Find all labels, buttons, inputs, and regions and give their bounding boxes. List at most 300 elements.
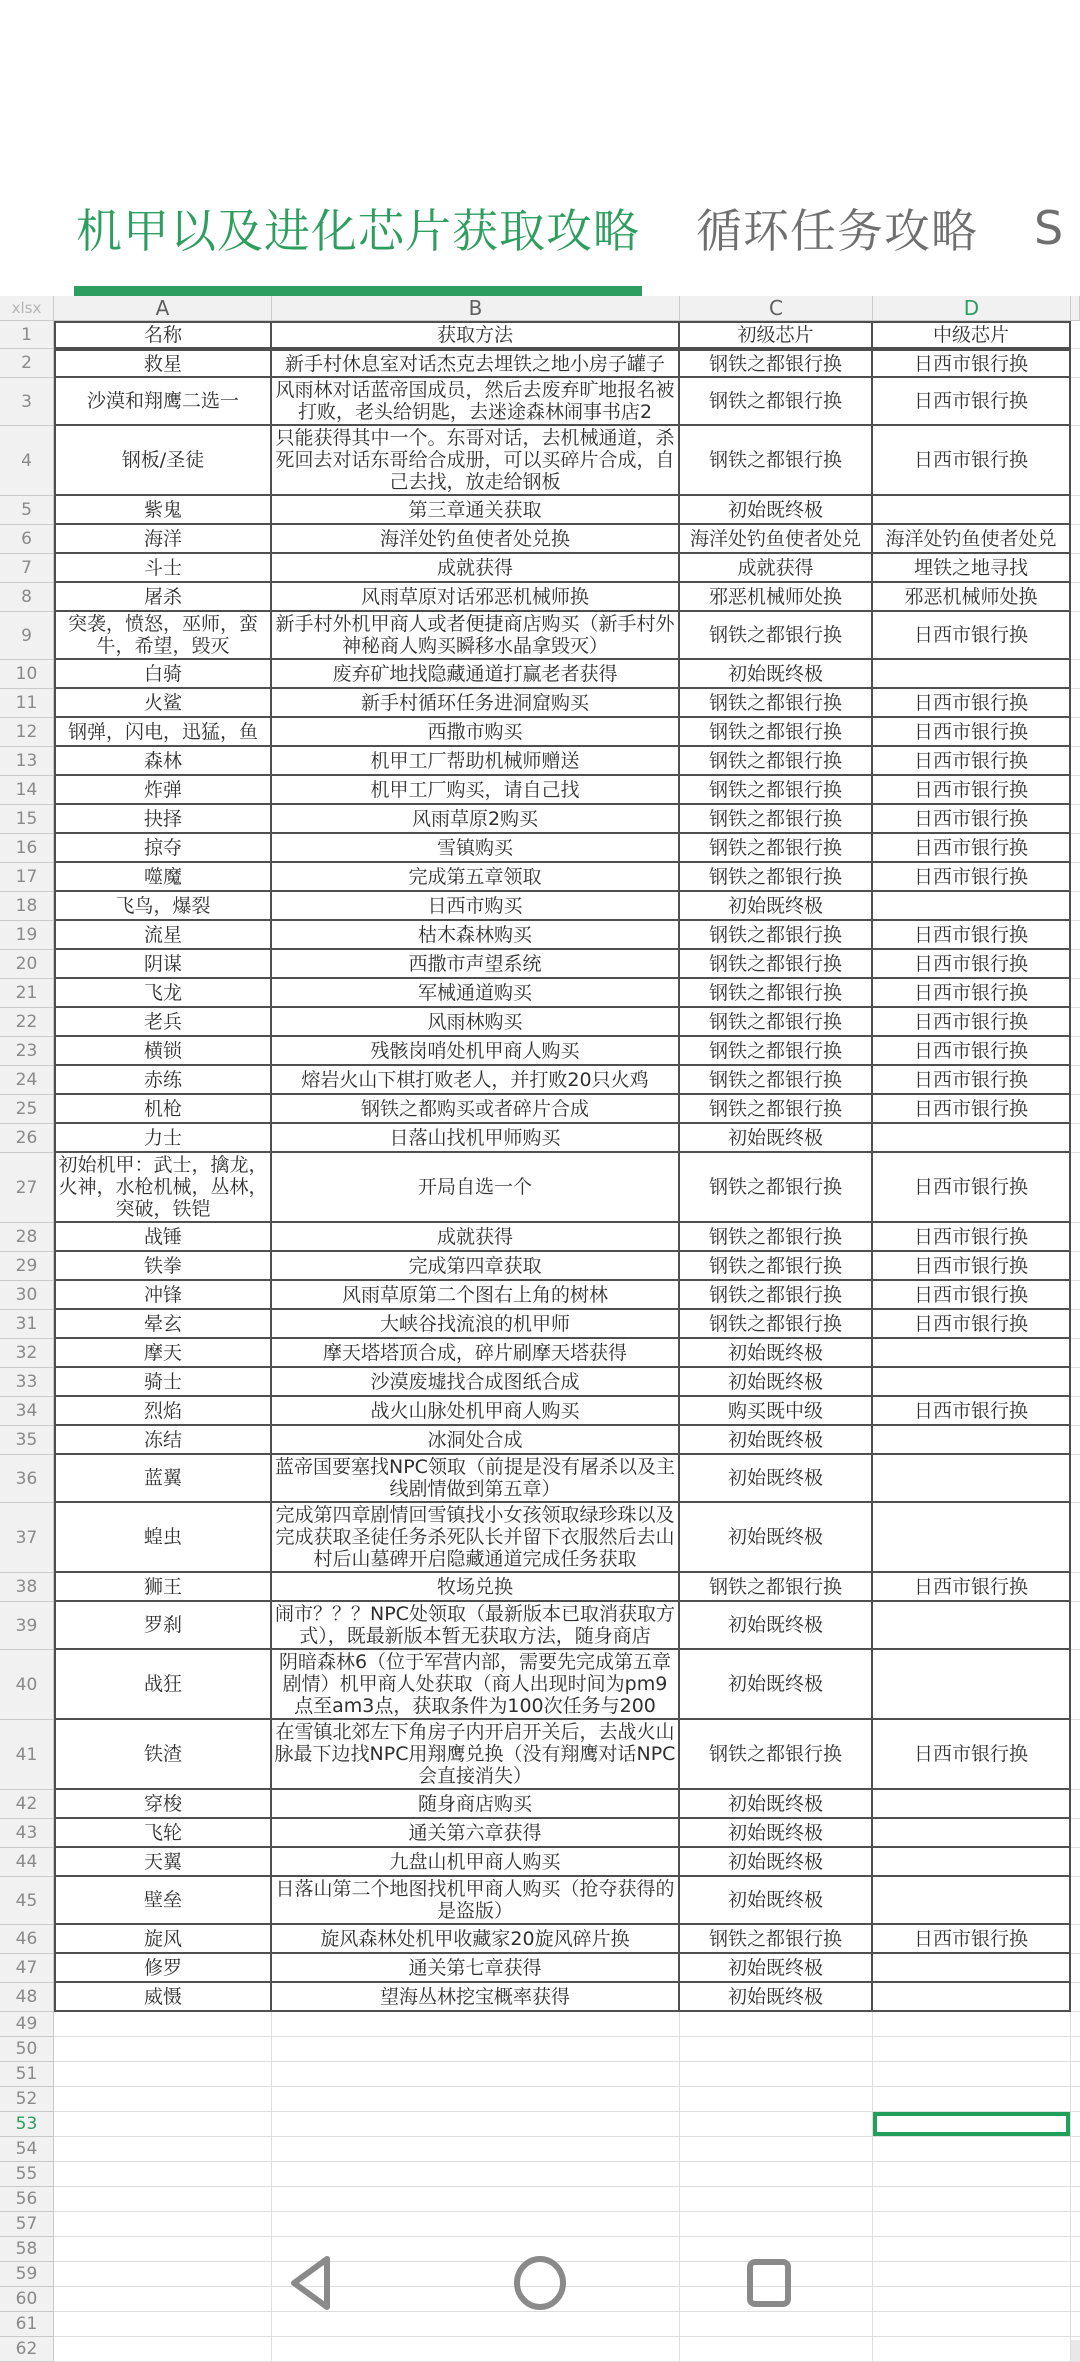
cell-name[interactable]: 威慑 <box>54 1983 272 2012</box>
cell-method[interactable]: 熔岩火山下棋打败老人，并打败20只火鸡 <box>272 1066 680 1095</box>
row-number[interactable]: 25 <box>0 1095 54 1124</box>
cell-method[interactable]: 残骸岗哨处机甲商人购买 <box>272 1037 680 1066</box>
cell-method[interactable]: 通关第七章获得 <box>272 1954 680 1983</box>
cell-primary-chip[interactable]: 初始既终极 <box>680 1819 873 1848</box>
row-number[interactable]: 45 <box>0 1877 54 1925</box>
cell-primary-chip[interactable]: 钢铁之都银行换 <box>680 718 873 747</box>
cell-name[interactable]: 炸弹 <box>54 776 272 805</box>
cell-name[interactable]: 冲锋 <box>54 1281 272 1310</box>
row-number[interactable]: 30 <box>0 1281 54 1310</box>
cell-name[interactable]: 流星 <box>54 921 272 950</box>
cell-mid-chip[interactable]: 日西市银行换 <box>873 1573 1071 1602</box>
cell-name[interactable]: 骑士 <box>54 1368 272 1397</box>
cell-mid-chip[interactable]: 海洋处钓鱼使者处兑 <box>873 525 1071 554</box>
cell-name[interactable] <box>54 2112 272 2137</box>
cell-mid-chip[interactable] <box>873 1602 1071 1650</box>
cell-primary-chip[interactable] <box>680 2162 873 2187</box>
cell-name[interactable] <box>54 2187 272 2212</box>
cell-primary-chip[interactable]: 购买既中级 <box>680 1397 873 1426</box>
cell-primary-chip[interactable]: 钢铁之都银行换 <box>680 1252 873 1281</box>
cell-method[interactable]: 新手村外机甲商人或者便捷商店购买（新手村外神秘商人购买瞬移水晶拿毁灭） <box>272 612 680 660</box>
row-number[interactable]: 58 <box>0 2237 54 2262</box>
cell-mid-chip[interactable]: 日西市银行换 <box>873 950 1071 979</box>
cell-mid-chip[interactable]: 日西市银行换 <box>873 1397 1071 1426</box>
cell-primary-chip[interactable]: 初始既终极 <box>680 1877 873 1925</box>
cell-primary-chip[interactable]: 初始既终极 <box>680 660 873 689</box>
cell-method[interactable] <box>272 2062 680 2087</box>
cell-mid-chip[interactable] <box>873 1650 1071 1720</box>
cell-method[interactable]: 随身商店购买 <box>272 1790 680 1819</box>
cell-primary-chip[interactable]: 初始既终极 <box>680 1124 873 1153</box>
cell-primary-chip[interactable]: 钢铁之都银行换 <box>680 378 873 426</box>
cell-name[interactable]: 飞龙 <box>54 979 272 1008</box>
cell-primary-chip[interactable]: 初始既终极 <box>680 892 873 921</box>
row-number[interactable]: 32 <box>0 1339 54 1368</box>
cell-mid-chip[interactable] <box>873 1426 1071 1455</box>
cell-mid-chip[interactable] <box>873 2187 1071 2212</box>
cell-name[interactable]: 烈焰 <box>54 1397 272 1426</box>
cell-name[interactable] <box>54 2212 272 2237</box>
column-header-D[interactable]: D <box>873 296 1071 321</box>
cell-primary-chip[interactable]: 初级芯片 <box>680 321 873 349</box>
cell-method[interactable]: 风雨草原第二个图右上角的树林 <box>272 1281 680 1310</box>
cell-primary-chip[interactable]: 钢铁之都银行换 <box>680 426 873 496</box>
row-number[interactable]: 18 <box>0 892 54 921</box>
cell-name[interactable]: 机枪 <box>54 1095 272 1124</box>
cell-name[interactable]: 晕玄 <box>54 1310 272 1339</box>
cell-name[interactable]: 壁垒 <box>54 1877 272 1925</box>
cell-mid-chip[interactable]: 日西市银行换 <box>873 805 1071 834</box>
row-number[interactable]: 1 <box>0 321 54 349</box>
cell-mid-chip[interactable] <box>873 2337 1071 2362</box>
cell-primary-chip[interactable]: 钢铁之都银行换 <box>680 1720 873 1790</box>
cell-primary-chip[interactable]: 钢铁之都银行换 <box>680 834 873 863</box>
cell-name[interactable]: 摩天 <box>54 1339 272 1368</box>
row-number[interactable]: 48 <box>0 1983 54 2012</box>
cell-mid-chip[interactable]: 日西市银行换 <box>873 1223 1071 1252</box>
cell-mid-chip[interactable] <box>873 2212 1071 2237</box>
cell-name[interactable]: 钢板/圣徒 <box>54 426 272 496</box>
row-number[interactable]: 35 <box>0 1426 54 1455</box>
cell-name[interactable]: 力士 <box>54 1124 272 1153</box>
row-number[interactable]: 10 <box>0 660 54 689</box>
cell-name[interactable] <box>54 2062 272 2087</box>
cell-mid-chip[interactable]: 日西市银行换 <box>873 1037 1071 1066</box>
row-number[interactable]: 62 <box>0 2337 54 2362</box>
cell-method[interactable]: 日西市购买 <box>272 892 680 921</box>
cell-mid-chip[interactable] <box>873 2237 1071 2262</box>
cell-method[interactable]: 望海丛林挖宝概率获得 <box>272 1983 680 2012</box>
cell-primary-chip[interactable]: 海洋处钓鱼使者处兑 <box>680 525 873 554</box>
cell-name[interactable] <box>54 2087 272 2112</box>
cell-name[interactable] <box>54 2012 272 2037</box>
cell-name[interactable]: 飞轮 <box>54 1819 272 1848</box>
row-number[interactable]: 2 <box>0 349 54 378</box>
row-number[interactable]: 47 <box>0 1954 54 1983</box>
cell-method[interactable]: 在雪镇北郊左下角房子内开启开关后，去战火山脉最下边找NPC用翔鹰兑换（没有翔鹰对话NPC会直接消失） <box>272 1720 680 1790</box>
cell-name[interactable] <box>54 2237 272 2262</box>
row-number[interactable]: 36 <box>0 1455 54 1503</box>
cell-method[interactable]: 西撒市声望系统 <box>272 950 680 979</box>
row-number[interactable]: 8 <box>0 583 54 612</box>
row-number[interactable]: 61 <box>0 2312 54 2337</box>
cell-primary-chip[interactable]: 钢铁之都银行换 <box>680 1925 873 1954</box>
cell-name[interactable]: 噬魔 <box>54 863 272 892</box>
cell-mid-chip[interactable]: 日西市银行换 <box>873 1310 1071 1339</box>
cell-primary-chip[interactable] <box>680 2312 873 2337</box>
row-number[interactable]: 3 <box>0 378 54 426</box>
cell-mid-chip[interactable] <box>873 2312 1071 2337</box>
cell-name[interactable]: 救星 <box>54 349 272 378</box>
cell-mid-chip[interactable] <box>873 1368 1071 1397</box>
row-number[interactable]: 21 <box>0 979 54 1008</box>
cell-mid-chip[interactable]: 日西市银行换 <box>873 1066 1071 1095</box>
cell-mid-chip[interactable] <box>873 2262 1071 2287</box>
cell-method[interactable]: 风雨林对话蓝帝国成员，然后去废弃旷地报名被打败，老头给钥匙，去迷途森林闹事书店2 <box>272 378 680 426</box>
row-number[interactable]: 28 <box>0 1223 54 1252</box>
cell-name[interactable]: 狮王 <box>54 1573 272 1602</box>
cell-primary-chip[interactable]: 初始既终极 <box>680 1339 873 1368</box>
cell-primary-chip[interactable]: 初始既终极 <box>680 1954 873 1983</box>
cell-name[interactable]: 战狂 <box>54 1650 272 1720</box>
cell-name[interactable] <box>54 2162 272 2187</box>
cell-mid-chip[interactable] <box>873 1790 1071 1819</box>
cell-method[interactable]: 风雨林购买 <box>272 1008 680 1037</box>
cell-method[interactable] <box>272 2212 680 2237</box>
cell-mid-chip[interactable] <box>873 496 1071 525</box>
cell-primary-chip[interactable]: 钢铁之都银行换 <box>680 950 873 979</box>
cell-name[interactable]: 海洋 <box>54 525 272 554</box>
cell-name[interactable]: 斗士 <box>54 554 272 583</box>
cell-mid-chip[interactable] <box>873 1877 1071 1925</box>
cell-method[interactable]: 机甲工厂帮助机械师赠送 <box>272 747 680 776</box>
row-number[interactable]: 56 <box>0 2187 54 2212</box>
cell-mid-chip[interactable]: 日西市银行换 <box>873 1720 1071 1790</box>
cell-method[interactable]: 完成第五章领取 <box>272 863 680 892</box>
cell-method[interactable]: 雪镇购买 <box>272 834 680 863</box>
cell-method[interactable]: 成就获得 <box>272 554 680 583</box>
cell-mid-chip[interactable] <box>873 2287 1071 2312</box>
cell-mid-chip[interactable]: 日西市银行换 <box>873 1252 1071 1281</box>
cell-name[interactable]: 白骑 <box>54 660 272 689</box>
cell-primary-chip[interactable] <box>680 2212 873 2237</box>
cell-name[interactable] <box>54 2337 272 2362</box>
row-number[interactable]: 15 <box>0 805 54 834</box>
cell-primary-chip[interactable]: 初始既终极 <box>680 1650 873 1720</box>
cell-primary-chip[interactable]: 钢铁之都银行换 <box>680 1037 873 1066</box>
cell-mid-chip[interactable] <box>873 2062 1071 2087</box>
cell-primary-chip[interactable]: 钢铁之都银行换 <box>680 863 873 892</box>
row-number[interactable]: 41 <box>0 1720 54 1790</box>
row-number[interactable]: 17 <box>0 863 54 892</box>
row-number[interactable]: 22 <box>0 1008 54 1037</box>
cell-method[interactable]: 闹市？？？NPC处领取（最新版本已取消获取方式），既最新版本暂无获取方法，随身商店 <box>272 1602 680 1650</box>
cell-mid-chip[interactable] <box>873 2112 1071 2137</box>
row-number[interactable]: 39 <box>0 1602 54 1650</box>
nav-home-icon[interactable] <box>513 2256 567 2310</box>
cell-name[interactable]: 钢弹，闪电，迅猛，鱼 <box>54 718 272 747</box>
cell-method[interactable]: 海洋处钓鱼使者处兑换 <box>272 525 680 554</box>
cell-primary-chip[interactable]: 钢铁之都银行换 <box>680 1573 873 1602</box>
row-number[interactable]: 9 <box>0 612 54 660</box>
cell-mid-chip[interactable]: 日西市银行换 <box>873 689 1071 718</box>
cell-method[interactable]: 战火山脉处机甲商人购买 <box>272 1397 680 1426</box>
sheet-tab-2[interactable]: 循环任务攻略 <box>696 204 978 258</box>
cell-method[interactable] <box>272 2262 680 2287</box>
row-number[interactable]: 55 <box>0 2162 54 2187</box>
cell-primary-chip[interactable]: 钢铁之都银行换 <box>680 979 873 1008</box>
nav-recents-icon[interactable] <box>746 2258 792 2308</box>
cell-name[interactable]: 掠夺 <box>54 834 272 863</box>
cell-method[interactable]: 新手村循环任务进洞窟购买 <box>272 689 680 718</box>
row-number[interactable]: 19 <box>0 921 54 950</box>
cell-method[interactable] <box>272 2162 680 2187</box>
cell-method[interactable] <box>272 2012 680 2037</box>
row-number[interactable]: 5 <box>0 496 54 525</box>
cell-primary-chip[interactable]: 钢铁之都银行换 <box>680 1066 873 1095</box>
row-number[interactable]: 50 <box>0 2037 54 2062</box>
cell-name[interactable] <box>54 2037 272 2062</box>
cell-name[interactable]: 名称 <box>54 321 272 349</box>
cell-mid-chip[interactable] <box>873 2162 1071 2187</box>
cell-name[interactable]: 森林 <box>54 747 272 776</box>
cell-primary-chip[interactable] <box>680 2012 873 2037</box>
cell-method[interactable]: 只能获得其中一个。东哥对话，去机械通道，杀死回去对话东哥给合成册，可以买碎片合成，自己去找，放走给钢板 <box>272 426 680 496</box>
cell-mid-chip[interactable]: 邪恶机械师处换 <box>873 583 1071 612</box>
row-number[interactable]: 33 <box>0 1368 54 1397</box>
cell-method[interactable]: 牧场兑换 <box>272 1573 680 1602</box>
cell-mid-chip[interactable] <box>873 1819 1071 1848</box>
cell-method[interactable] <box>272 2037 680 2062</box>
cell-primary-chip[interactable]: 初始既终极 <box>680 1455 873 1503</box>
cell-primary-chip[interactable]: 初始既终极 <box>680 1503 873 1573</box>
row-number[interactable]: 12 <box>0 718 54 747</box>
nav-back-icon[interactable] <box>287 2254 333 2312</box>
cell-method[interactable]: 风雨草原对话邪恶机械师换 <box>272 583 680 612</box>
cell-method[interactable] <box>272 2087 680 2112</box>
cell-method[interactable]: 风雨草原2购买 <box>272 805 680 834</box>
row-number[interactable]: 59 <box>0 2262 54 2287</box>
cell-primary-chip[interactable]: 钢铁之都银行换 <box>680 1310 873 1339</box>
cell-primary-chip[interactable]: 初始既终极 <box>680 1426 873 1455</box>
cell-primary-chip[interactable]: 钢铁之都银行换 <box>680 1153 873 1223</box>
cell-method[interactable]: 完成第四章剧情回雪镇找小女孩领取绿珍珠以及完成获取圣徒任务杀死队长并留下衣服然后去山村后山墓碑开启隐藏通道完成任务获取 <box>272 1503 680 1573</box>
cell-primary-chip[interactable]: 钢铁之都银行换 <box>680 776 873 805</box>
row-number[interactable]: 42 <box>0 1790 54 1819</box>
cell-method[interactable] <box>272 2312 680 2337</box>
cell-method[interactable] <box>272 2237 680 2262</box>
cell-method[interactable]: 完成第四章获取 <box>272 1252 680 1281</box>
row-number[interactable]: 27 <box>0 1153 54 1223</box>
cell-mid-chip[interactable]: 日西市银行换 <box>873 1153 1071 1223</box>
cell-mid-chip[interactable]: 埋铁之地寻找 <box>873 554 1071 583</box>
row-number[interactable]: 16 <box>0 834 54 863</box>
cell-name[interactable]: 冻结 <box>54 1426 272 1455</box>
cell-primary-chip[interactable]: 钢铁之都银行换 <box>680 612 873 660</box>
cell-primary-chip[interactable] <box>680 2062 873 2087</box>
cell-primary-chip[interactable]: 初始既终极 <box>680 496 873 525</box>
cell-mid-chip[interactable] <box>873 2137 1071 2162</box>
row-number[interactable]: 60 <box>0 2287 54 2312</box>
cell-mid-chip[interactable]: 日西市银行换 <box>873 349 1071 378</box>
cell-primary-chip[interactable]: 成就获得 <box>680 554 873 583</box>
cell-primary-chip[interactable]: 钢铁之都银行换 <box>680 1223 873 1252</box>
row-number[interactable]: 37 <box>0 1503 54 1573</box>
cell-mid-chip[interactable] <box>873 1954 1071 1983</box>
row-number[interactable]: 14 <box>0 776 54 805</box>
sheet-tab-3[interactable]: S <box>1034 201 1065 255</box>
cell-mid-chip[interactable]: 日西市银行换 <box>873 1281 1071 1310</box>
cell-mid-chip[interactable]: 日西市银行换 <box>873 921 1071 950</box>
cell-name[interactable]: 横锁 <box>54 1037 272 1066</box>
cell-mid-chip[interactable]: 日西市银行换 <box>873 863 1071 892</box>
corner-cell[interactable]: xlsx <box>0 296 54 321</box>
cell-method[interactable]: 旋风森林处机甲收藏家20旋风碎片换 <box>272 1925 680 1954</box>
row-number[interactable]: 43 <box>0 1819 54 1848</box>
cell-mid-chip[interactable]: 日西市银行换 <box>873 718 1071 747</box>
cell-method[interactable]: 通关第六章获得 <box>272 1819 680 1848</box>
row-number[interactable]: 24 <box>0 1066 54 1095</box>
row-number[interactable]: 44 <box>0 1848 54 1877</box>
row-number[interactable]: 23 <box>0 1037 54 1066</box>
cell-name[interactable]: 穿梭 <box>54 1790 272 1819</box>
cell-name[interactable]: 火鲨 <box>54 689 272 718</box>
cell-method[interactable] <box>272 2287 680 2312</box>
cell-method[interactable]: 新手村休息室对话杰克去埋铁之地小房子罐子 <box>272 349 680 378</box>
cell-method[interactable]: 开局自选一个 <box>272 1153 680 1223</box>
row-number[interactable]: 49 <box>0 2012 54 2037</box>
row-number[interactable]: 26 <box>0 1124 54 1153</box>
cell-method[interactable]: 日落山第二个地图找机甲商人购买（抢夺获得的是盗版） <box>272 1877 680 1925</box>
cell-primary-chip[interactable]: 钢铁之都银行换 <box>680 349 873 378</box>
cell-mid-chip[interactable] <box>873 1339 1071 1368</box>
cell-mid-chip[interactable] <box>873 2037 1071 2062</box>
row-number[interactable]: 57 <box>0 2212 54 2237</box>
cell-mid-chip[interactable] <box>873 660 1071 689</box>
cell-method[interactable] <box>272 2187 680 2212</box>
row-number[interactable]: 52 <box>0 2087 54 2112</box>
cell-method[interactable]: 获取方法 <box>272 321 680 349</box>
cell-primary-chip[interactable]: 初始既终极 <box>680 1602 873 1650</box>
cell-name[interactable] <box>54 2137 272 2162</box>
cell-primary-chip[interactable] <box>680 2187 873 2212</box>
cell-mid-chip[interactable]: 日西市银行换 <box>873 612 1071 660</box>
cell-primary-chip[interactable] <box>680 2112 873 2137</box>
cell-method[interactable]: 冰洞处合成 <box>272 1426 680 1455</box>
row-number[interactable]: 6 <box>0 525 54 554</box>
cell-method[interactable] <box>272 2137 680 2162</box>
cell-name[interactable] <box>54 2312 272 2337</box>
row-number[interactable]: 29 <box>0 1252 54 1281</box>
row-number[interactable]: 38 <box>0 1573 54 1602</box>
cell-mid-chip[interactable] <box>873 2012 1071 2037</box>
column-header-A[interactable]: A <box>54 296 272 321</box>
cell-mid-chip[interactable]: 日西市银行换 <box>873 834 1071 863</box>
row-number[interactable]: 7 <box>0 554 54 583</box>
row-number[interactable]: 4 <box>0 426 54 496</box>
cell-method[interactable]: 阴暗森林6（位于军营内部，需要先完成第五章剧情）机甲商人处获取（商人出现时间为pm9点至am3点，获取条件为100次任务与200 <box>272 1650 680 1720</box>
cell-mid-chip[interactable]: 日西市银行换 <box>873 1925 1071 1954</box>
cell-method[interactable]: 西撒市购买 <box>272 718 680 747</box>
cell-name[interactable]: 罗刹 <box>54 1602 272 1650</box>
row-number[interactable]: 53 <box>0 2112 54 2137</box>
cell-primary-chip[interactable]: 钢铁之都银行换 <box>680 689 873 718</box>
cell-mid-chip[interactable]: 日西市银行换 <box>873 747 1071 776</box>
cell-method[interactable]: 九盘山机甲商人购买 <box>272 1848 680 1877</box>
cell-mid-chip[interactable] <box>873 1983 1071 2012</box>
cell-primary-chip[interactable] <box>680 2337 873 2362</box>
cell-mid-chip[interactable]: 日西市银行换 <box>873 979 1071 1008</box>
cell-name[interactable]: 初始机甲：武士，擒龙，火神，水枪机械，丛林，突破，铁铠 <box>54 1153 272 1223</box>
cell-name[interactable]: 突袭，愤怒，巫师，蛮牛，希望，毁灭 <box>54 612 272 660</box>
cell-method[interactable]: 日落山找机甲师购买 <box>272 1124 680 1153</box>
cell-name[interactable]: 屠杀 <box>54 583 272 612</box>
cell-method[interactable] <box>272 2112 680 2137</box>
row-number[interactable]: 11 <box>0 689 54 718</box>
cell-method[interactable]: 军械通道购买 <box>272 979 680 1008</box>
cell-primary-chip[interactable]: 邪恶机械师处换 <box>680 583 873 612</box>
cell-primary-chip[interactable]: 钢铁之都银行换 <box>680 1095 873 1124</box>
row-number[interactable]: 46 <box>0 1925 54 1954</box>
cell-method[interactable]: 钢铁之都购买或者碎片合成 <box>272 1095 680 1124</box>
column-header-C[interactable]: C <box>680 296 873 321</box>
cell-name[interactable] <box>54 2287 272 2312</box>
row-number[interactable]: 20 <box>0 950 54 979</box>
cell-primary-chip[interactable]: 钢铁之都银行换 <box>680 921 873 950</box>
cell-method[interactable]: 废弃矿地找隐藏通道打赢老者获得 <box>272 660 680 689</box>
row-number[interactable]: 34 <box>0 1397 54 1426</box>
cell-mid-chip[interactable] <box>873 1848 1071 1877</box>
cell-primary-chip[interactable]: 钢铁之都银行换 <box>680 747 873 776</box>
cell-name[interactable]: 紫鬼 <box>54 496 272 525</box>
cell-name[interactable]: 蓝翼 <box>54 1455 272 1503</box>
cell-primary-chip[interactable]: 初始既终极 <box>680 1790 873 1819</box>
cell-method[interactable]: 机甲工厂购买，请自己找 <box>272 776 680 805</box>
cell-primary-chip[interactable]: 初始既终极 <box>680 1368 873 1397</box>
row-number[interactable]: 54 <box>0 2137 54 2162</box>
cell-name[interactable]: 阴谋 <box>54 950 272 979</box>
cell-primary-chip[interactable]: 钢铁之都银行换 <box>680 1008 873 1037</box>
cell-mid-chip[interactable] <box>873 1455 1071 1503</box>
column-header-B[interactable]: B <box>272 296 680 321</box>
cell-primary-chip[interactable]: 钢铁之都银行换 <box>680 805 873 834</box>
cell-name[interactable]: 旋风 <box>54 1925 272 1954</box>
cell-name[interactable]: 沙漠和翔鹰二选一 <box>54 378 272 426</box>
cell-primary-chip[interactable]: 初始既终极 <box>680 1848 873 1877</box>
cell-name[interactable]: 战锤 <box>54 1223 272 1252</box>
cell-mid-chip[interactable]: 日西市银行换 <box>873 1095 1071 1124</box>
cell-mid-chip[interactable]: 日西市银行换 <box>873 378 1071 426</box>
cell-primary-chip[interactable]: 初始既终极 <box>680 1983 873 2012</box>
cell-name[interactable]: 修罗 <box>54 1954 272 1983</box>
row-number[interactable]: 31 <box>0 1310 54 1339</box>
row-number[interactable]: 13 <box>0 747 54 776</box>
cell-method[interactable]: 枯木森林购买 <box>272 921 680 950</box>
cell-method[interactable]: 大峡谷找流浪的机甲师 <box>272 1310 680 1339</box>
cell-mid-chip[interactable]: 中级芯片 <box>873 321 1071 349</box>
cell-mid-chip[interactable] <box>873 1124 1071 1153</box>
cell-name[interactable]: 老兵 <box>54 1008 272 1037</box>
sheet-tab-1[interactable]: 机甲以及进化芯片获取攻略 <box>76 160 640 296</box>
cell-mid-chip[interactable] <box>873 2087 1071 2112</box>
cell-method[interactable]: 成就获得 <box>272 1223 680 1252</box>
cell-name[interactable]: 蝗虫 <box>54 1503 272 1573</box>
cell-name[interactable]: 抉择 <box>54 805 272 834</box>
cell-mid-chip[interactable]: 日西市银行换 <box>873 426 1071 496</box>
row-number[interactable]: 51 <box>0 2062 54 2087</box>
cell-primary-chip[interactable] <box>680 2037 873 2062</box>
cell-name[interactable]: 飞鸟，爆裂 <box>54 892 272 921</box>
